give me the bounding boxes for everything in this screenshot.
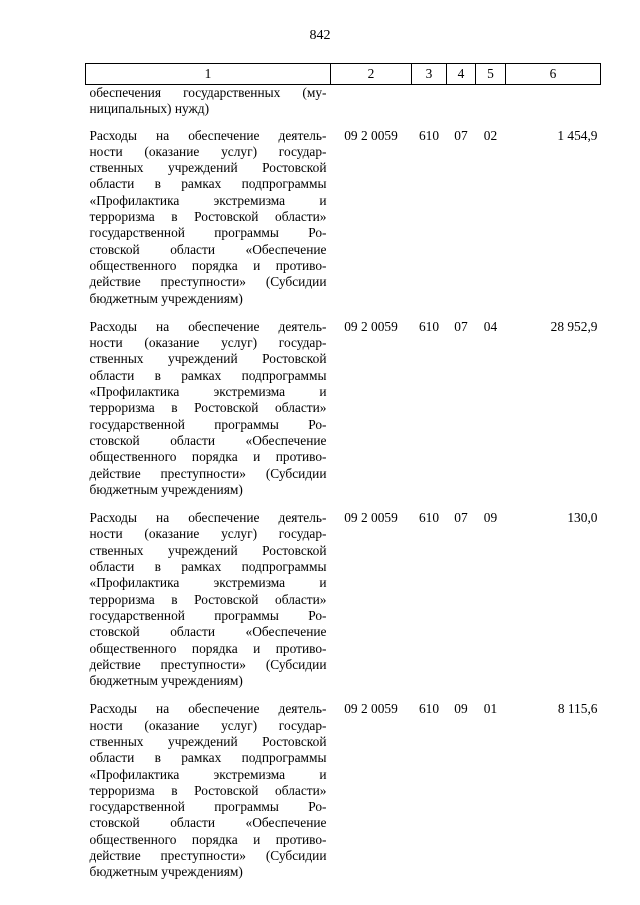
description-line: стовской области «Обеспечение (89, 624, 327, 640)
description-line: ственных учреждений Ростовской (89, 733, 327, 749)
subsection-code: 02 (483, 127, 498, 143)
amount-value: 130,0 (567, 510, 598, 526)
description-line: бюджетным учреждениям) (89, 673, 243, 689)
description-line: терроризма в Ростовской области» (89, 400, 327, 416)
row-description (86, 128, 331, 319)
description-line: «Профилактика экстремизма и (89, 575, 327, 591)
description-line: Расходы на обеспечение деятель- (89, 701, 327, 717)
table-row (86, 701, 601, 892)
column-header: 5 (476, 64, 506, 85)
description-line: общественного порядка и противо- (89, 257, 327, 273)
description-line: бюджетным учреждениям) (89, 864, 243, 880)
target-article-code: 09 2 0059 (344, 318, 398, 334)
description-line: ности (оказание услуг) государ- (89, 335, 327, 351)
description-line: действие преступности» (Субсидии (89, 848, 327, 864)
target-article-code: 09 2 0059 (344, 701, 398, 717)
table-row (86, 319, 601, 510)
column-header: 3 (412, 64, 447, 85)
section-code: 07 (454, 127, 468, 143)
subsection-code: 04 (483, 318, 498, 334)
description-line: ниципальных) нужд) (89, 101, 210, 117)
budget-table (85, 63, 601, 893)
target-article-code: 09 2 0059 (344, 127, 398, 143)
amount-value: 28 952,9 (550, 318, 598, 334)
column-header: 2 (331, 64, 412, 85)
empty-cell (476, 85, 506, 128)
expense-type-code: 610 (418, 701, 440, 717)
amount-value: 8 115,6 (557, 701, 598, 717)
description-line: Расходы на обеспечение деятель- (89, 510, 327, 526)
amount-value: 1 454,9 (557, 127, 598, 143)
description-line: действие преступности» (Субсидии (89, 274, 327, 290)
description-line: действие преступности» (Субсидии (89, 656, 327, 672)
section-code: 07 (454, 318, 468, 334)
description-line: терроризма в Ростовской области» (89, 591, 327, 607)
description-line: ственных учреждений Ростовской (89, 351, 327, 367)
description-line: государственной программы Ро- (89, 799, 327, 815)
description-line: области в рамках подпрограммы (89, 559, 327, 575)
empty-cell (412, 85, 447, 128)
empty-cell (447, 85, 476, 128)
description-line: ственных учреждений Ростовской (89, 160, 327, 176)
description-line: терроризма в Ростовской области» (89, 209, 327, 225)
table-row-continuation (86, 85, 601, 128)
column-header: 4 (447, 64, 476, 85)
page-number: 842 (309, 28, 331, 43)
description-line: стовской области «Обеспечение (89, 432, 327, 448)
table-header-row (86, 64, 601, 85)
description-line: государственной программы Ро- (89, 607, 327, 623)
subsection-code: 09 (483, 510, 498, 526)
description-line: ственных учреждений Ростовской (89, 542, 327, 558)
row-description (86, 510, 331, 701)
description-line: государственной программы Ро- (89, 416, 327, 432)
expense-type-code: 610 (418, 318, 440, 334)
table-row (86, 510, 601, 701)
description-line: Расходы на обеспечение деятель- (89, 318, 327, 334)
description-line: обеспечения государственных (му- (89, 85, 327, 100)
empty-cell (331, 85, 412, 128)
description-line: Расходы на обеспечение деятель- (89, 127, 327, 143)
description-line: действие преступности» (Субсидии (89, 465, 327, 481)
description-line: общественного порядка и противо- (89, 449, 327, 465)
table-row (86, 128, 601, 319)
description-line: общественного порядка и противо- (89, 831, 327, 847)
section-code: 07 (454, 510, 468, 526)
description-line: бюджетным учреждениям) (89, 290, 243, 306)
description-line: стовской области «Обеспечение (89, 815, 327, 831)
description-line: стовской области «Обеспечение (89, 241, 327, 257)
description-line: ности (оказание услуг) государ- (89, 526, 327, 542)
target-article-code: 09 2 0059 (344, 510, 398, 526)
description-line: ности (оказание услуг) государ- (89, 717, 327, 733)
description-line: «Профилактика экстремизма и (89, 384, 327, 400)
description-line: области в рамках подпрограммы (89, 750, 327, 766)
row-description (86, 701, 331, 892)
description-line: государственной программы Ро- (89, 225, 327, 241)
description-line: терроризма в Ростовской области» (89, 782, 327, 798)
description-line: области в рамках подпрограммы (89, 176, 327, 192)
column-header: 1 (86, 64, 331, 85)
description-line: бюджетным учреждениям) (89, 481, 243, 497)
expense-type-code: 610 (418, 127, 440, 143)
description-line: «Профилактика экстремизма и (89, 192, 327, 208)
subsection-code: 01 (483, 701, 498, 717)
row-description (86, 85, 331, 128)
description-line: ности (оказание услуг) государ- (89, 143, 327, 159)
expense-type-code: 610 (418, 510, 440, 526)
description-line: «Профилактика экстремизма и (89, 766, 327, 782)
description-line: области в рамках подпрограммы (89, 367, 327, 383)
section-code: 09 (454, 701, 468, 717)
empty-cell (506, 85, 601, 128)
description-line: общественного порядка и противо- (89, 640, 327, 656)
column-header: 6 (506, 64, 601, 85)
row-description (86, 319, 331, 510)
